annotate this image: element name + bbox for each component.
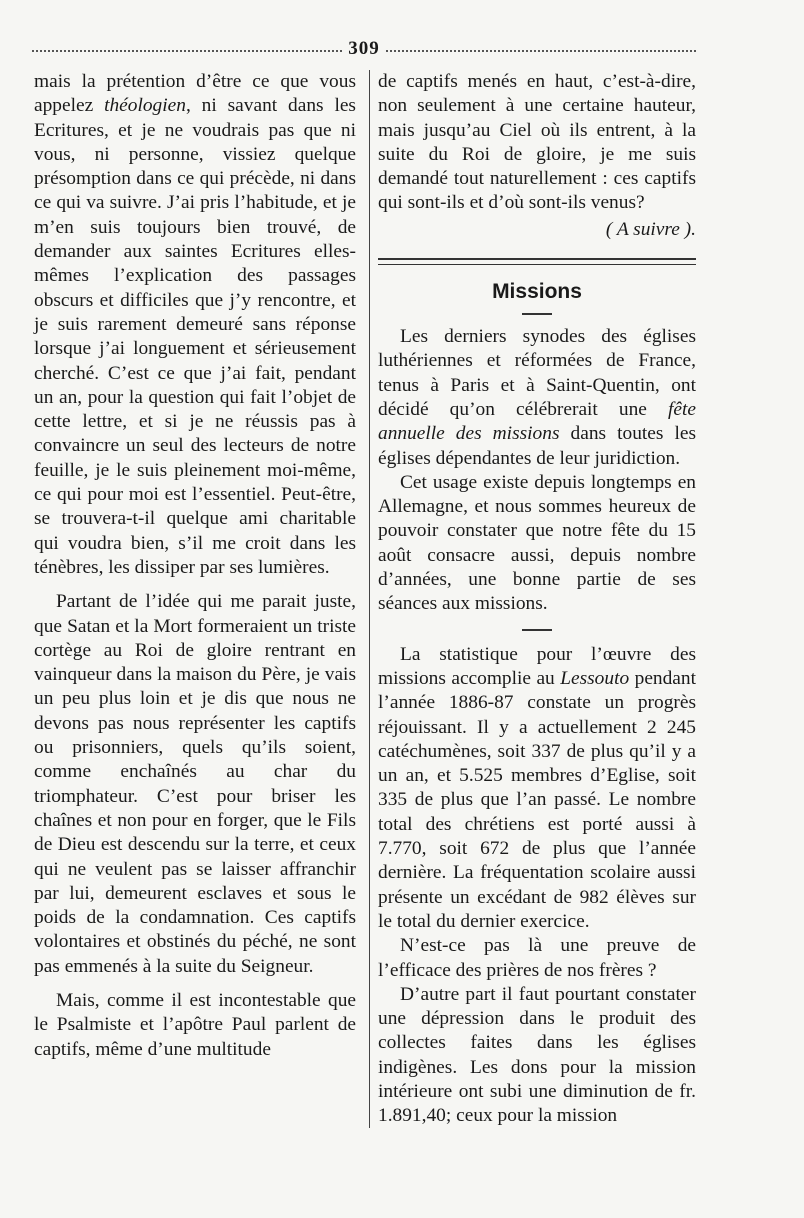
missions-paragraph-5: D’autre part il faut pourtant constater une dépression dans le produit des collectes faites dans les églises indigènes. Les dons pour la mission intérieure ont subi une diminution de fr. 1.891,40; ceux pour la mission [378, 983, 696, 1127]
text-segment: , ni savant dans les Ecritures, et je ne voudrais pas que ni vous, ni personne, vissiez quelque présomption dans ce qui précède, ni dans ce qui va suivre. J’ai pris l’habitude, et je m’en suis toujours bien trouvé, de demander aux saintes Ecritures elles-mêmes l’explication des passages obscurs et difficiles que j’y rencontre, et je suis rarement demeuré sans réponse lorsque j’ai longuement et sérieusement cherché. C’est ce que j’ai fait, pendant un an, pour la question qui fait l’objet de cette lettre, et si je ne réussis pas à convaincre un seul des lecteurs de notre feuille, je le suis pleinement moi-même, ce qui pour moi est l’essentiel. Peut-être, se trouvera-t-il quelque ami charitable qui voudra bien, s’il me croit dans les ténèbres, les dissiper par ses lumières. [34, 95, 356, 578]
text-segment: mais la prétention d’être ce que vous appelez [34, 71, 356, 117]
right-column [378, 70, 696, 1129]
to-be-continued: ( A suivre ). [605, 218, 696, 240]
right-paragraph-1: de captifs menés en haut, c’est-à-dire, non seulement à une certaine hauteur, mais jusqu’au Ciel où ils entrent, à la suite du Roi de gloire, je me suis demandé tout naturellement : ces captifs qui sont-ils et d’où sont-ils venus? [378, 71, 696, 214]
italic-term: théologien [104, 95, 186, 117]
page-header [32, 38, 696, 62]
left-column [34, 70, 356, 1062]
left-paragraph-1 [34, 70, 356, 580]
text-segment: La statistique pour l’œuvre des missions accomplie au [378, 643, 696, 689]
italic-term: fête annuelle des missions [378, 398, 696, 445]
left-paragraph-2: Partant de l’idée qui me parait juste, que Satan et la Mort formeraient un triste cortège au Roi de gloire rentrant en vainqueur dans la maison du Père, je vais un peu plus loin et je dis que nous ne devons pas nous représenter les captifs ou prisonniers, quels qu’ils soient, comme enchaînés au char du triomphateur. C’est pour briser les chaînes et non pour en forger, que le Fils de Dieu est descendu sur la terre, et ceux qui ne veulent pas se laisser affranchir par lui, demeurent esclaves et sous le poids de la condamnation. Ces captifs volontaires et obstinés du péché, ne sont pas emmenés à la suite du Seigneur. [34, 591, 356, 977]
italic-term: Lessouto [560, 667, 630, 689]
missions-paragraph-4: N’est-ce pas là une preuve de l’efficace des prières de nos frères ? [378, 935, 696, 981]
missions-paragraph-3 [378, 643, 696, 935]
text-segment: pendant l’année 1886-87 constate un progrès réjouissant. Il y a actuellement 2 245 catéchumènes, soit 337 de plus qu’il y a un an, et 5.525 membres d’Eglise, soit 335 de plus que l’an passé. Le nombre total des chrétiens est porté aussi à 7.770, soit 672 de plus que l’année dernière. La fréquentation scolaire aussi présente un excédant de 982 élèves sur le total du dernier exercice. [378, 667, 696, 932]
section-separator [378, 258, 696, 265]
short-rule [522, 313, 552, 315]
left-paragraph-3: Mais, comme il est incontestable que le Psalmiste et l’apôtre Paul parlent de captifs, même d’une multitude [34, 989, 356, 1060]
section-title: Missions [492, 280, 582, 304]
header-rule-right [386, 50, 696, 52]
missions-paragraph-2: Cet usage existe depuis longtemps en Allemagne, et nous sommes heureux de pouvoir constater que notre fête du 15 août consacre aussi, depuis nombre d’années, une bonne partie de ses séances aux missions. [378, 471, 696, 615]
text-segment: Les derniers synodes des églises luthériennes et réformées de France, tenus à Paris et à Saint-Quentin, ont décidé qu’on célébrerait une [378, 326, 696, 420]
missions-paragraph-1 [378, 325, 696, 471]
short-rule [522, 629, 552, 631]
column-divider [369, 70, 370, 1128]
page-number: 309 [348, 38, 380, 59]
text-segment: dans toutes les églises dépendantes de leur juridiction. [378, 423, 696, 469]
